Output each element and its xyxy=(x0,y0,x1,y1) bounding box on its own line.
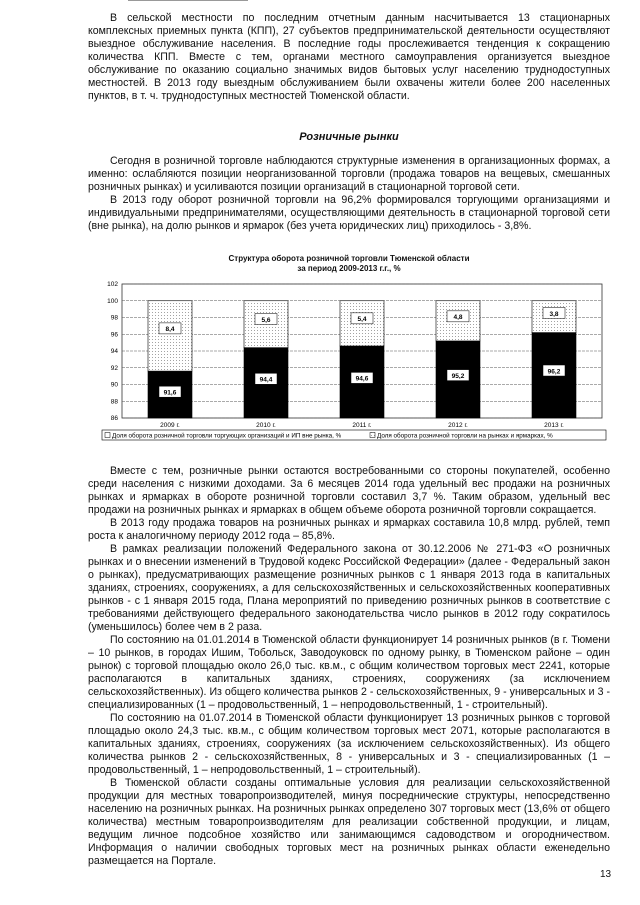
y-tick-label: 98 xyxy=(110,314,118,322)
section-heading: Розничные рынки xyxy=(299,131,399,143)
paragraph: По состоянию на 01.07.2014 в Тюменской области функционирует 13 розничных рынков с торговой площадью около 24,3 тыс. кв.м., с общим количеством торговых мест 2071, которые располагаются в капитальных зданиях, строениях, сооружениях (за исключением сельскохозяйственных). Из общего количества рынков 2 - сельскохозяйственных, 8 - универсальных и 3 - специализированных (1 – продовольственный, 1 – непродовольственный, 1 – строительный). xyxy=(88,712,610,776)
paragraph: В рамках реализации положений Федерального закона от 30.12.2006 № 271-ФЗ «О розничных рынках и о внесении изменений в Трудовой кодекс Российской Федерации» (далее - Федеральный закон о рынках), предусматривающих размещение розничных рынков с 1 января 2013 года в капитальных зданиях, строениях, сооружениях, а для сельскохозяйственных и сельскохозяйственных кооперативных рынков - с 1 января 2015 года, Плана мероприятий по приведению розничных рынков в соответствие с требованиями действующего федерального законодательства число рынков в 2012 году сократилось (уменьшилось) более чем в 2 раза. xyxy=(88,543,610,633)
data-label-markets: 5,6 xyxy=(261,316,271,324)
data-label-stationary: 94,6 xyxy=(355,375,369,383)
market-intro-text-block xyxy=(88,155,610,233)
intro-text-block xyxy=(88,12,610,103)
legend-label-markets: Доля оборота розничной торговли на рынках и ярмарках, % xyxy=(377,432,553,440)
market-details-text-block xyxy=(88,465,610,868)
data-label-markets: 8,4 xyxy=(165,326,175,334)
y-tick-label: 102 xyxy=(107,281,118,289)
data-label-stationary: 96,2 xyxy=(547,368,561,376)
x-tick-label: 2012 г. xyxy=(448,422,468,429)
paragraph: По состоянию на 01.01.2014 в Тюменской области функционирует 14 розничных рынков (в г. Тюмени – 10 рынков, в городах Ишим, Тобольск, Заводоуковск по одному рынку, в Тюменском районе – один рынок) с торговой площадью около 26,0 тыс. кв.м., с общим количеством торговых мест 2241, которые располагаются в капитальных зданиях, строениях, сооружениях (за исключением сельскохозяйственных). Из общего количества рынков 2 - сельскохозяйственных, 9 - универсальных и 3 - специализированных (1 – продовольственный, 1 – непродовольственный, 1 - строительный). xyxy=(88,634,610,711)
legend-swatch-markets xyxy=(370,433,375,438)
data-label-markets: 5,4 xyxy=(357,316,367,324)
chart-subtitle: за период 2009-2013 г.г., % xyxy=(297,264,401,273)
chart-legend xyxy=(102,430,606,440)
paragraph: В 2013 году продажа товаров на розничных рынках и ярмарках составила 10,8 млрд. рублей, темп роста к аналогичному периоду 2012 года – 85,8%. xyxy=(88,517,610,542)
y-tick-label: 96 xyxy=(110,331,118,339)
legend-swatch-stationary xyxy=(105,433,110,438)
y-tick-label: 86 xyxy=(110,415,118,423)
data-label-stationary: 94,4 xyxy=(259,376,273,384)
paragraph: Вместе с тем, розничные рынки остаются востребованными со стороны покупателей, особенно среди населения с низкими доходами. За 6 месяцев 2014 года удельный вес продажи на розничных рынках и ярмарках в обороте розничной торговли составил 3,7 %. Таким образом, удельный вес продажи на розничных рынках и ярмарках в общем объеме оборота розничной торговли сокращается. xyxy=(88,465,610,516)
paragraph: Сегодня в розничной торговле наблюдаются структурные изменения в организационных формах, а именно: ослабляются позиции неорганизованной торговли (продажа товаров на вещевых, смешанных розничных рынках) и усиливаются позиции организаций в стационарной торговой сети. xyxy=(88,155,610,193)
header-rule xyxy=(128,0,248,1)
page-number: 13 xyxy=(600,869,612,880)
paragraph: В Тюменской области созданы оптимальные условия для реализации сельскохозяйственной продукции для местных товаропроизводителей, минуя посреднические структуры, непосредственно населению на розничных рынках. На розничных рынках определено 307 торговых мест (13,6% от общего количества) местным товаропроизводителям для реализации собственной продукции, и лицам, ведущим личное подсобное хозяйство или занимающимся садоводством и огородничеством. Информация о наличии свободных торговых мест на розничных рынках области еженедельно размещается на Портале. xyxy=(88,777,610,867)
paragraph: В 2013 году оборот розничной торговли на 96,2% формировался торгующими организациями и индивидуальными предпринимателями, осуществляющими деятельность в стационарной торговой сети (вне рынка), на долю рынков и ярмарок (без учета юридических лиц) приходилось - 3,8%. xyxy=(88,194,610,232)
x-tick-label: 2009 г. xyxy=(160,422,180,429)
y-tick-label: 88 xyxy=(110,398,118,406)
paragraph: В сельской местности по последним отчетным данным насчитывается 13 стационарных комплексных приемных пункта (КПП), 27 субъектов предпринимательской деятельности осуществляют выездное обслуживание населения. В последние годы прослеживается тенденция к сокращению количества КПП. Вместе с тем, органами местного самоуправления организуется выездное обслуживание по оказанию социально значимых видов бытовых услуг населению труднодоступных местностей. В 2013 году выездным обслуживанием были охвачены жители более 200 населенных пунктов, в т. ч. труднодоступных местностей Тюменской области. xyxy=(88,12,610,102)
bar-segment-markets xyxy=(148,301,192,371)
legend-label-stationary: Доля оборота розничной торговли торгующих организаций и ИП вне рынка, % xyxy=(112,432,342,440)
y-tick-label: 90 xyxy=(110,381,118,389)
data-label-stationary: 95,2 xyxy=(451,372,465,380)
y-tick-label: 94 xyxy=(110,348,118,356)
chart-x-ticks xyxy=(160,422,564,429)
x-tick-label: 2010 г. xyxy=(256,422,276,429)
chart-title: Структура оборота розничной торговли Тюменской области xyxy=(228,254,470,263)
x-tick-label: 2013 г. xyxy=(544,422,564,429)
data-label-markets: 4,8 xyxy=(453,314,463,322)
data-label-markets: 3,8 xyxy=(549,310,559,318)
data-label-stationary: 91,6 xyxy=(163,389,177,397)
retail-structure-chart xyxy=(88,278,610,448)
y-tick-label: 100 xyxy=(107,297,118,305)
y-tick-label: 92 xyxy=(110,364,118,372)
x-tick-label: 2011 г. xyxy=(352,422,372,429)
